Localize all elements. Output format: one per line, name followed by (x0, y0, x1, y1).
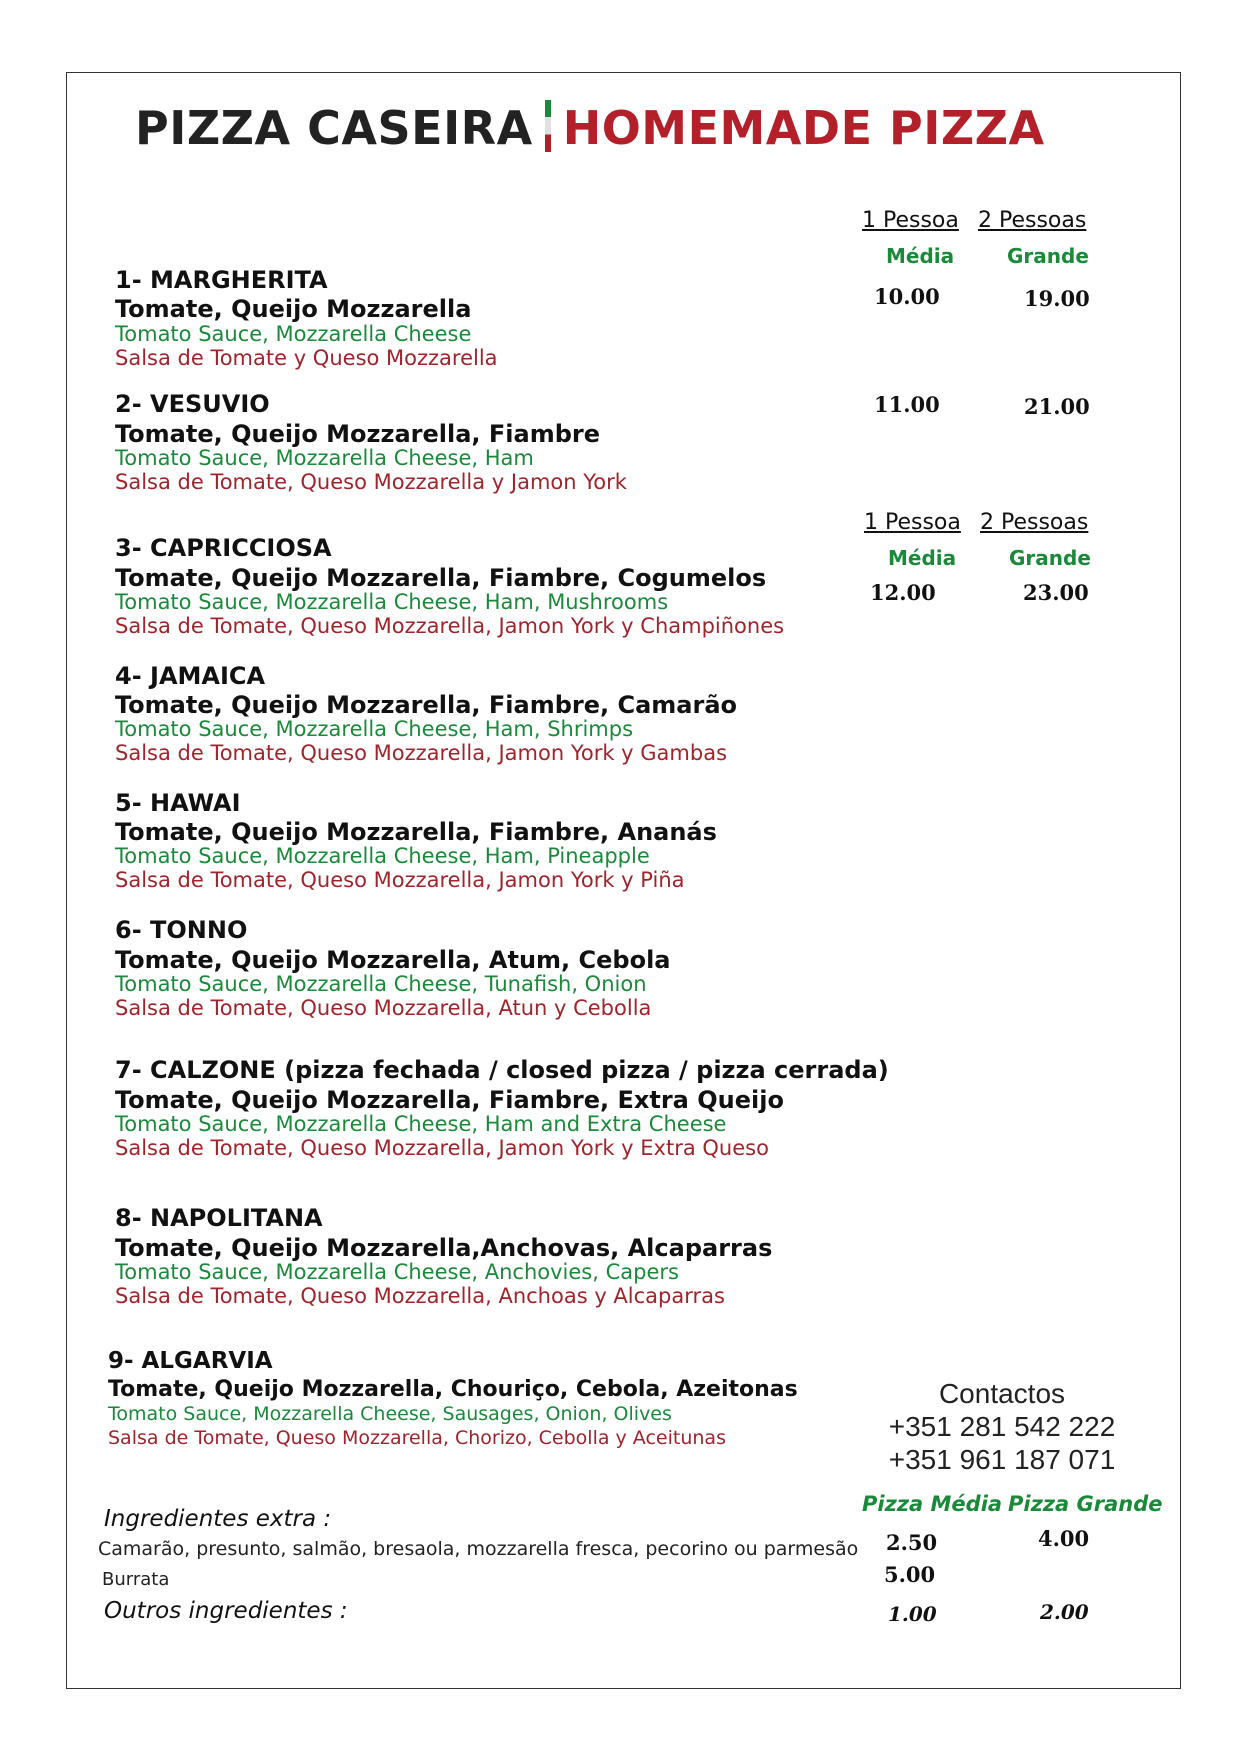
pizza-ingredients-en: Tomato Sauce, Mozzarella Cheese, Ham, Pineapple (115, 844, 650, 868)
price-medium: 12.00 (870, 580, 936, 605)
pizza-name: 6- TONNO (115, 916, 248, 944)
pizza-ingredients-en: Tomato Sauce, Mozzarella Cheese (115, 322, 472, 346)
pizza-ingredients-pt: Tomate, Queijo Mozzarella,Anchovas, Alcaparras (115, 1234, 773, 1262)
pizza-ingredients-pt: Tomate, Queijo Mozzarella, Fiambre (115, 420, 601, 448)
pizza-ingredients-pt: Tomate, Queijo Mozzarella, Atum, Cebola (115, 946, 671, 974)
pizza-ingredients-pt: Tomate, Queijo Mozzarella, Fiambre, Camarão (115, 691, 738, 719)
contacts-label: Contactos (938, 1378, 1066, 1409)
price-medium: 11.00 (874, 392, 940, 417)
pizza-ingredients-en: Tomato Sauce, Mozzarella Cheese, Sausages, Onion, Olives (108, 1403, 672, 1425)
pizza-name: 4- JAMAICA (115, 662, 266, 690)
pizza-ingredients-es: Salsa de Tomate, Queso Mozzarella y Jamon York (115, 470, 627, 494)
contact-phone-2[interactable]: +351 961 187 071 (888, 1444, 1116, 1475)
pizza-name: 2- VESUVIO (115, 390, 270, 418)
extras-other-heading: Outros ingredientes : (104, 1598, 348, 1624)
extras-burrata-price-medium: 5.00 (884, 1562, 936, 1587)
price-large: 19.00 (1024, 286, 1090, 311)
pizza-ingredients-en: Tomato Sauce, Mozzarella Cheese, Ham, Mushrooms (115, 590, 669, 614)
header-one-person: 1 Pessoa (864, 510, 961, 535)
extras-list-price-medium: 2.50 (886, 1530, 938, 1555)
pizza-ingredients-es: Salsa de Tomate, Queso Mozzarella, Atun y Cebolla (115, 996, 652, 1020)
extras-burrata: Burrata (102, 1569, 170, 1590)
extras-other-price-large: 2.00 (1040, 1600, 1089, 1624)
header-medium: Média (886, 244, 955, 268)
pizza-name: 8- NAPOLITANA (115, 1204, 323, 1232)
pizza-ingredients-pt: Tomate, Queijo Mozzarella, Fiambre, Extra Queijo (115, 1086, 784, 1114)
header-two-persons: 2 Pessoas (980, 510, 1089, 535)
pizza-name: 1- MARGHERITA (115, 266, 328, 294)
price-large: 21.00 (1024, 394, 1090, 419)
pizza-ingredients-pt: Tomate, Queijo Mozzarella, Fiambre, Ananás (115, 818, 717, 846)
extras-size-medium: Pizza Média (862, 1492, 1003, 1516)
pizza-ingredients-en: Tomato Sauce, Mozzarella Cheese, Ham, Shrimps (115, 717, 634, 741)
header-medium: Média (888, 546, 957, 570)
extras-size-large: Pizza Grande (1008, 1492, 1163, 1516)
pizza-ingredients-es: Salsa de Tomate, Queso Mozzarella, Jamon York y Piña (115, 868, 685, 892)
pizza-name: 7- CALZONE (pizza fechada / closed pizza / pizza cerrada) (115, 1056, 889, 1084)
pizza-ingredients-en: Tomato Sauce, Mozzarella Cheese, Anchovies, Capers (115, 1260, 679, 1284)
pizza-ingredients-es: Salsa de Tomate, Queso Mozzarella, Anchoas y Alcaparras (115, 1284, 725, 1308)
pizza-ingredients-es: Salsa de Tomate, Queso Mozzarella, Chorizo, Cebolla y Aceitunas (108, 1427, 726, 1449)
header-large: Grande (1007, 244, 1089, 268)
pizza-ingredients-es: Salsa de Tomate, Queso Mozzarella, Jamon York y Extra Queso (115, 1136, 769, 1160)
page-title (135, 100, 1045, 155)
header-large: Grande (1009, 546, 1091, 570)
title-portuguese: PIZZA CASEIRA (135, 101, 533, 155)
pizza-name: 5- HAWAI (115, 789, 241, 817)
pizza-name: 9- ALGARVIA (108, 1348, 273, 1374)
pizza-ingredients-es: Salsa de Tomate, Queso Mozzarella, Jamon York y Gambas (115, 741, 728, 765)
pizza-ingredients-en: Tomato Sauce, Mozzarella Cheese, Ham and Extra Cheese (115, 1112, 727, 1136)
price-medium: 10.00 (874, 284, 940, 309)
pizza-ingredients-pt: Tomate, Queijo Mozzarella, Fiambre, Cogumelos (115, 564, 767, 592)
title-english: HOMEMADE PIZZA (562, 101, 1045, 155)
title-divider (545, 100, 551, 152)
pizza-ingredients-es: Salsa de Tomate, Queso Mozzarella, Jamon York y Champiñones (115, 614, 785, 638)
pizza-ingredients-en: Tomato Sauce, Mozzarella Cheese, Tunafish, Onion (115, 972, 647, 996)
extras-other-price-medium: 1.00 (888, 1602, 937, 1626)
pizza-ingredients-es: Salsa de Tomate y Queso Mozzarella (115, 346, 498, 370)
header-one-person: 1 Pessoa (862, 208, 959, 233)
pizza-ingredients-en: Tomato Sauce, Mozzarella Cheese, Ham (115, 446, 534, 470)
pizza-name: 3- CAPRICCIOSA (115, 534, 332, 562)
extras-heading: Ingredientes extra : (104, 1506, 332, 1532)
contact-phone-1[interactable]: +351 281 542 222 (888, 1411, 1116, 1442)
pizza-ingredients-pt: Tomate, Queijo Mozzarella, Chouriço, Cebola, Azeitonas (108, 1377, 798, 1402)
header-two-persons: 2 Pessoas (978, 208, 1087, 233)
extras-list-price-large: 4.00 (1038, 1526, 1090, 1551)
price-large: 23.00 (1023, 580, 1089, 605)
extras-list: Camarão, presunto, salmão, bresaola, mozzarella fresca, pecorino ou parmesão (98, 1538, 859, 1560)
pizza-ingredients-pt: Tomate, Queijo Mozzarella (115, 295, 472, 323)
